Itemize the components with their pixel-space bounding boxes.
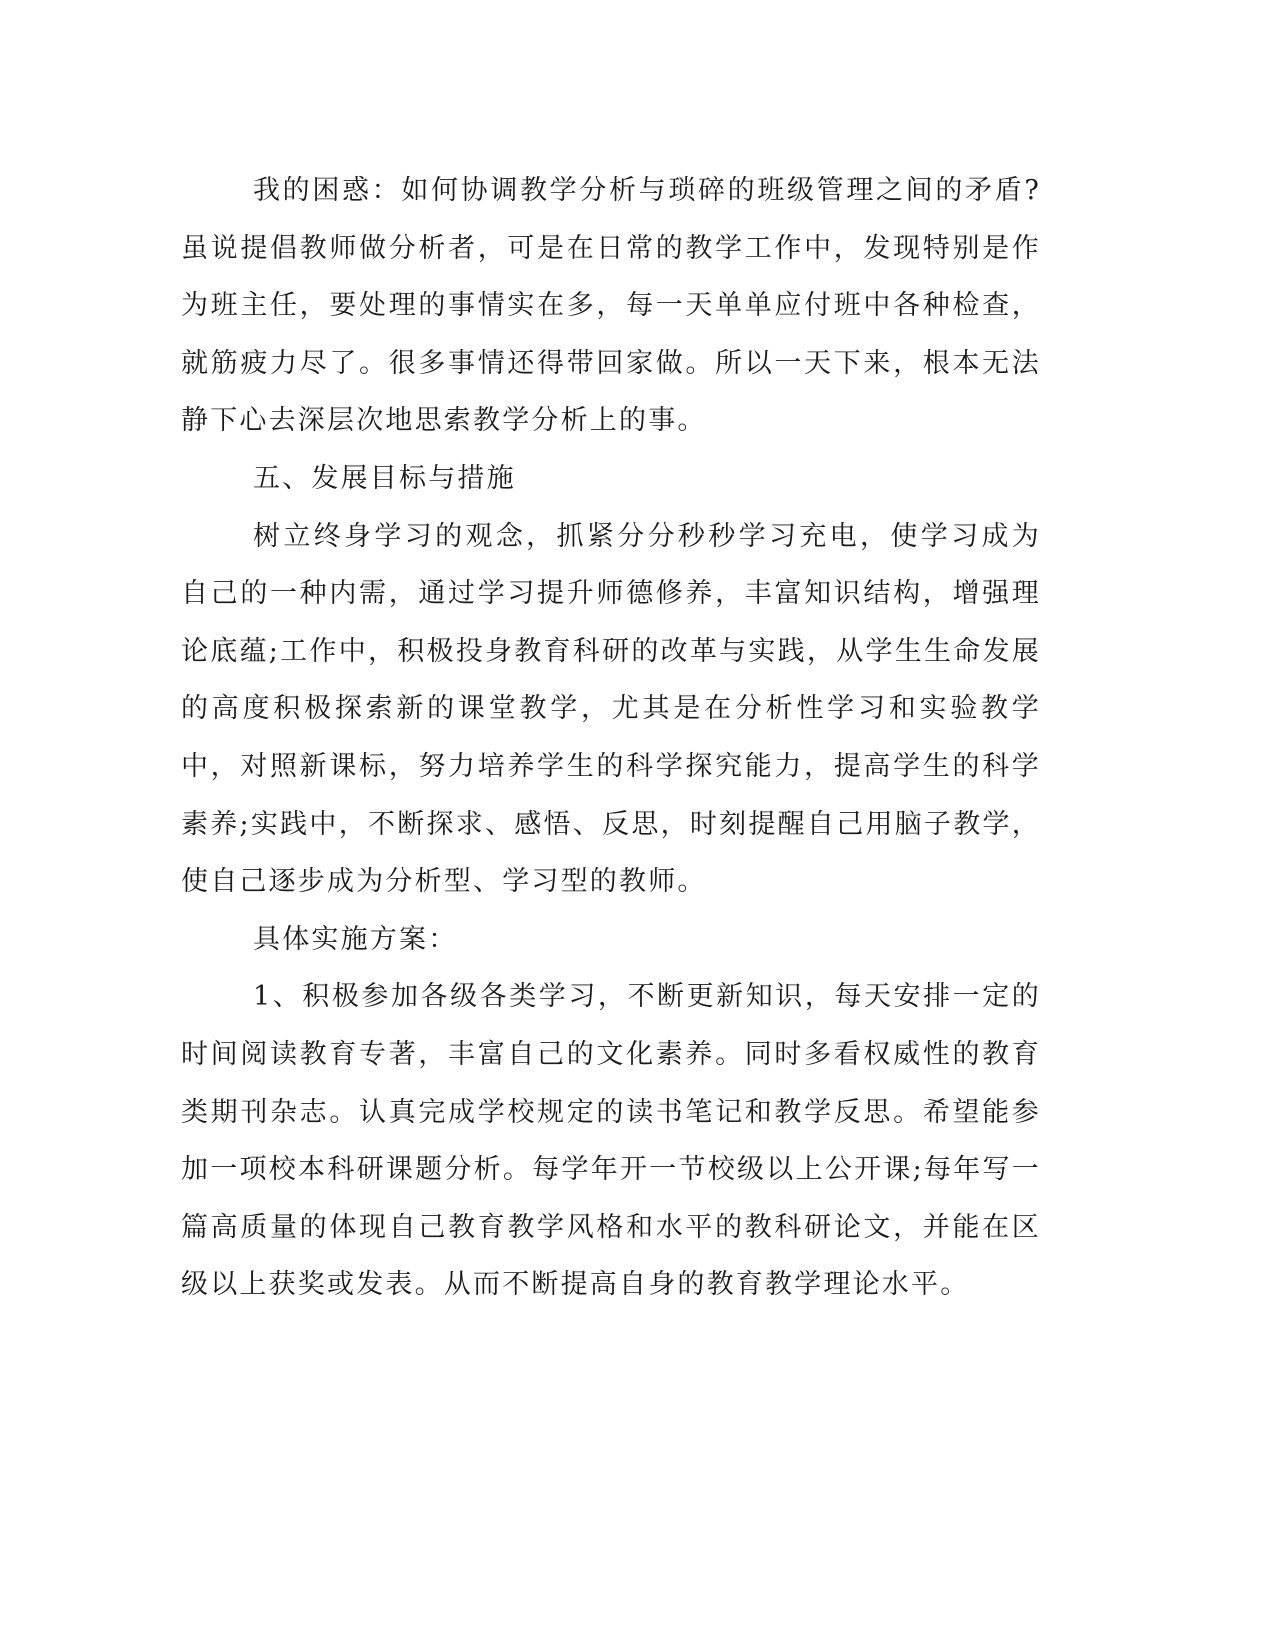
paragraph-plan-item-1: 1、积极参加各级各类学习，不断更新知识，每天安排一定的时间阅读教育专著，丰富自己的文化素养。同时多看权威性的教育类期刊杂志。认真完成学校规定的读书笔记和教学反思。希望能参加一项校本科研课题分析。每学年开一节校级以上公开课;每年写一篇高质量的体现自己教育教学风格和水平的教科研论文，并能在区级以上获奖或发表。从而不断提高自身的教育教学理论水平。 [181, 981, 1041, 1301]
section-heading-goals: 五、发展目标与措施 [253, 462, 516, 494]
subheading-plan: 具体实施方案： [253, 923, 458, 955]
body-text [181, 162, 1041, 1314]
paragraph-goals: 树立终身学习的观念，抓紧分分秒秒学习充电，使学习成为自己的一种内需，通过学习提升师德修养，丰富知识结构，增强理论底蕴;工作中，积极投身教育科研的改革与实践，从学生生命发展的高度积极探索新的课堂教学，尤其是在分析性学习和实验教学中，对照新课标，努力培养学生的科学探究能力，提高学生的科学素养;实践中，不断探求、感悟、反思，时刻提醒自己用脑子教学，使自己逐步成为分析型、学习型的教师。 [181, 520, 1041, 898]
paragraph-confusion: 我的困惑：如何协调教学分析与琐碎的班级管理之间的矛盾?虽说提倡教师做分析者，可是在日常的教学工作中，发现特别是作为班主任，要处理的事情实在多，每一天单单应付班中各种检查，就筋疲力尽了。很多事情还得带回家做。所以一天下来，根本无法静下心去深层次地思索教学分析上的事。 [181, 175, 1041, 437]
